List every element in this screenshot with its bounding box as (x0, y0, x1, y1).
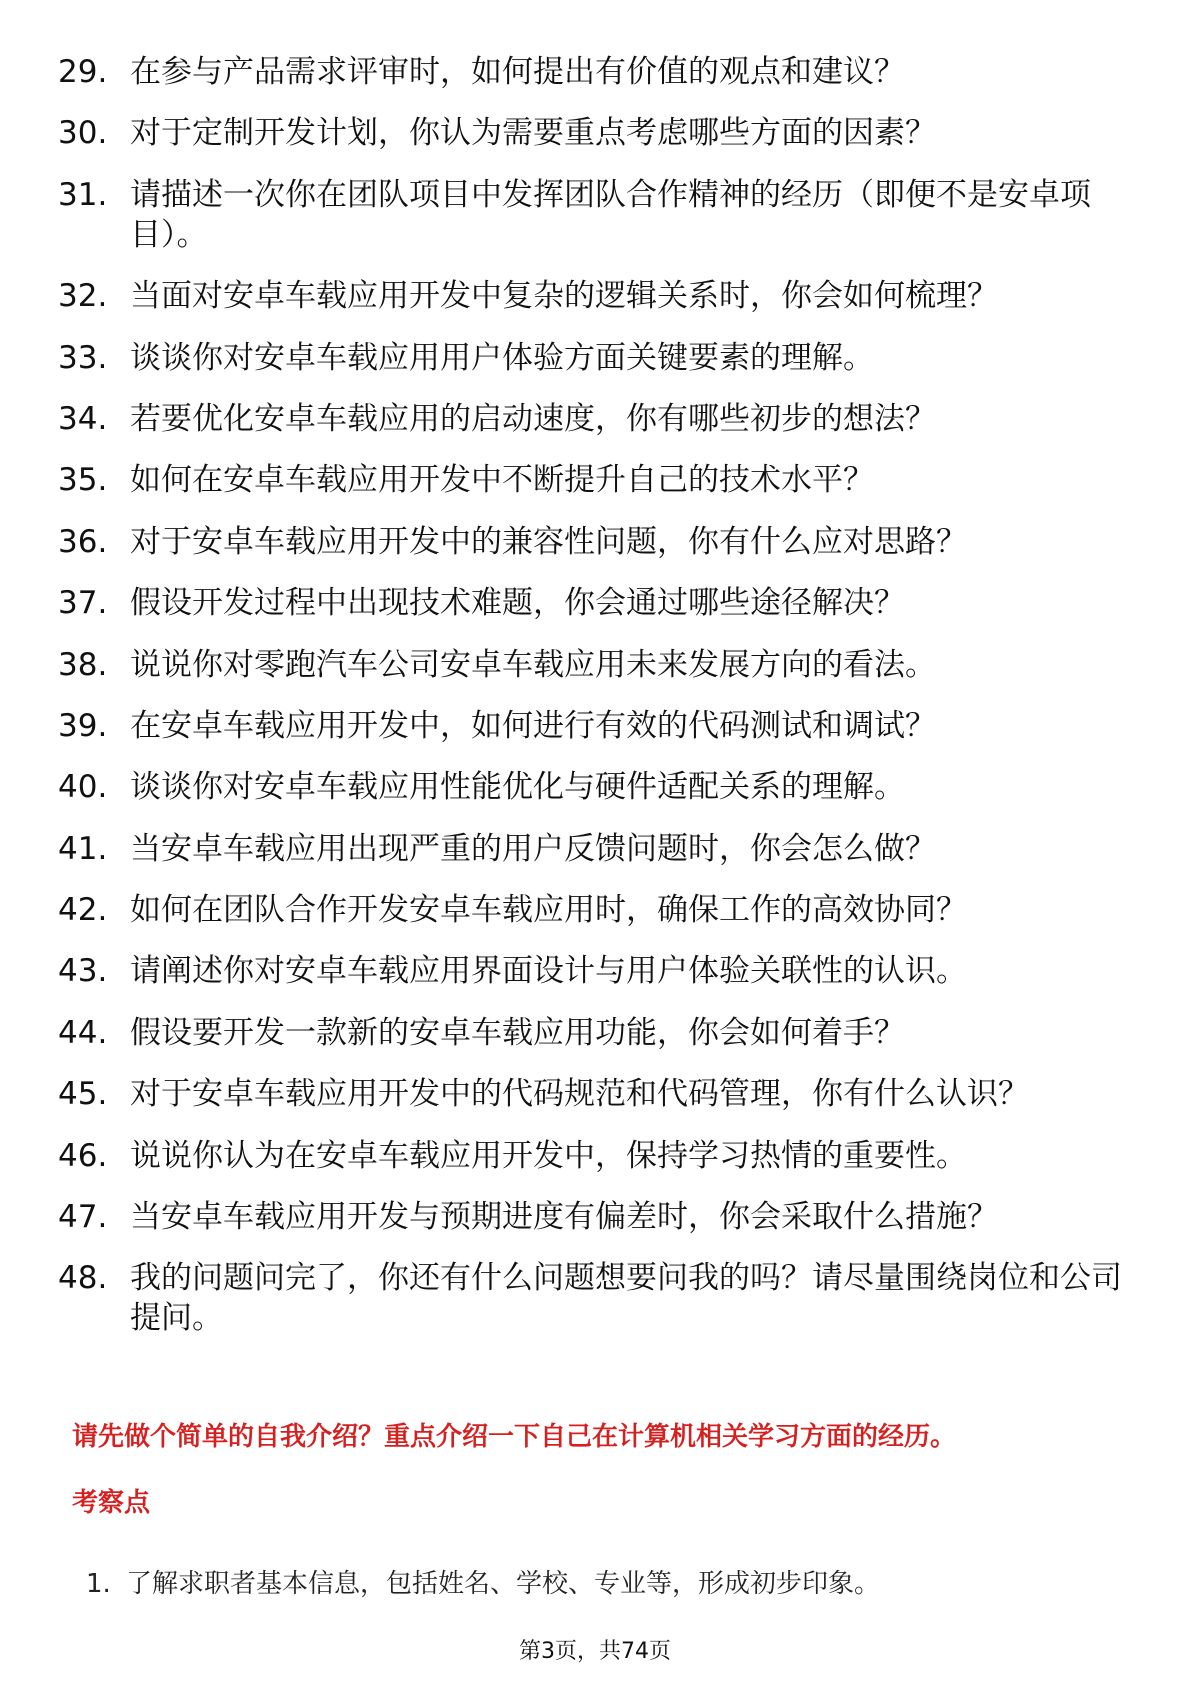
question-number: 33. (58, 339, 108, 376)
question-number: 31. (58, 176, 108, 213)
question-text: 我的问题问完了，你还有什么问题想要问我的吗？请尽量围绕岗位和公司提问。 (130, 1260, 1122, 1337)
list-item (58, 645, 1133, 685)
question-text: 请描述一次你在团队项目中发挥团队合作精神的经历（即便不是安卓项目）。 (130, 176, 1091, 253)
question-number: 29. (58, 54, 108, 90)
list-item (58, 399, 1133, 439)
question-text: 当安卓车载应用开发与预期进度有偏差时，你会采取什么措施？ (130, 1199, 998, 1236)
question-number: 41. (58, 830, 108, 867)
question-number: 45. (58, 1076, 108, 1113)
question-number: 30. (58, 115, 108, 152)
point-text: 了解求职者基本信息，包括姓名、学校、专业等，形成初步印象。 (126, 1569, 881, 1599)
question-text: 说说你认为在安卓车载应用开发中，保持学习热情的重要性。 (130, 1137, 967, 1174)
question-number: 38. (58, 646, 108, 683)
list-item (58, 1197, 1133, 1237)
question-number: 35. (58, 462, 108, 499)
question-text: 假设要开发一款新的安卓车载应用功能，你会如何着手？ (130, 1014, 905, 1051)
question-text: 谈谈你对安卓车载应用性能优化与硬件适配关系的理解。 (130, 769, 905, 806)
question-number: 40. (58, 769, 108, 806)
question-number: 39. (58, 707, 108, 744)
list-item (58, 829, 1133, 869)
list-item (58, 276, 1133, 316)
question-text: 说说你对零跑汽车公司安卓车载应用未来发展方向的看法。 (130, 646, 936, 683)
section-heading: 请先做个简单的自我介绍？重点介绍一下自己在计算机相关学习方面的经历。 (72, 1422, 957, 1452)
question-number: 44. (58, 1014, 108, 1051)
question-number: 42. (58, 892, 108, 929)
list-item (58, 1258, 1133, 1338)
list-item (58, 706, 1133, 746)
list-item (58, 583, 1133, 623)
section-subheading: 考察点 (72, 1488, 151, 1518)
question-text: 如何在安卓车载应用开发中不断提升自己的技术水平？ (130, 462, 874, 499)
list-item (58, 522, 1133, 562)
question-text: 请阐述你对安卓车载应用界面设计与用户体验关联性的认识。 (130, 953, 967, 990)
question-number: 34. (58, 400, 108, 437)
list-item (58, 1074, 1133, 1114)
page-footer: 第3页，共74页 (519, 1639, 671, 1664)
question-number: 32. (58, 278, 108, 315)
question-text: 若要优化安卓车载应用的启动速度，你有哪些初步的想法？ (130, 400, 936, 437)
question-text: 当安卓车载应用出现严重的用户反馈问题时，你会怎么做？ (130, 830, 936, 867)
question-text: 当面对安卓车载应用开发中复杂的逻辑关系时，你会如何梳理？ (130, 278, 998, 315)
list-item (58, 338, 1133, 378)
point-number: 1. (86, 1569, 111, 1599)
question-text: 对于安卓车载应用开发中的兼容性问题，你有什么应对思路？ (130, 523, 967, 560)
list-item (58, 52, 1133, 92)
list-item (58, 175, 1133, 255)
list-item (58, 890, 1133, 930)
list-item (58, 1136, 1133, 1176)
list-item (58, 951, 1133, 991)
question-text: 在参与产品需求评审时，如何提出有价值的观点和建议？ (130, 54, 905, 90)
question-text: 对于安卓车载应用开发中的代码规范和代码管理，你有什么认识？ (130, 1076, 1029, 1113)
question-text: 在安卓车载应用开发中，如何进行有效的代码测试和调试？ (130, 707, 936, 744)
question-number: 46. (58, 1137, 108, 1174)
list-item (58, 460, 1133, 500)
question-number: 48. (58, 1260, 108, 1297)
question-text: 如何在团队合作开发安卓车载应用时，确保工作的高效协同？ (130, 892, 967, 929)
question-number: 37. (58, 585, 108, 622)
question-text: 对于定制开发计划，你认为需要重点考虑哪些方面的因素？ (130, 115, 936, 152)
list-item (86, 1567, 880, 1601)
list-item (58, 767, 1133, 807)
question-number: 43. (58, 953, 108, 990)
list-item (58, 1013, 1133, 1053)
question-list (58, 52, 1133, 1360)
question-text: 谈谈你对安卓车载应用用户体验方面关键要素的理解。 (130, 339, 874, 376)
question-number: 47. (58, 1199, 108, 1236)
question-text: 假设开发过程中出现技术难题，你会通过哪些途径解决？ (130, 585, 905, 622)
question-number: 36. (58, 523, 108, 560)
list-item (58, 113, 1133, 153)
